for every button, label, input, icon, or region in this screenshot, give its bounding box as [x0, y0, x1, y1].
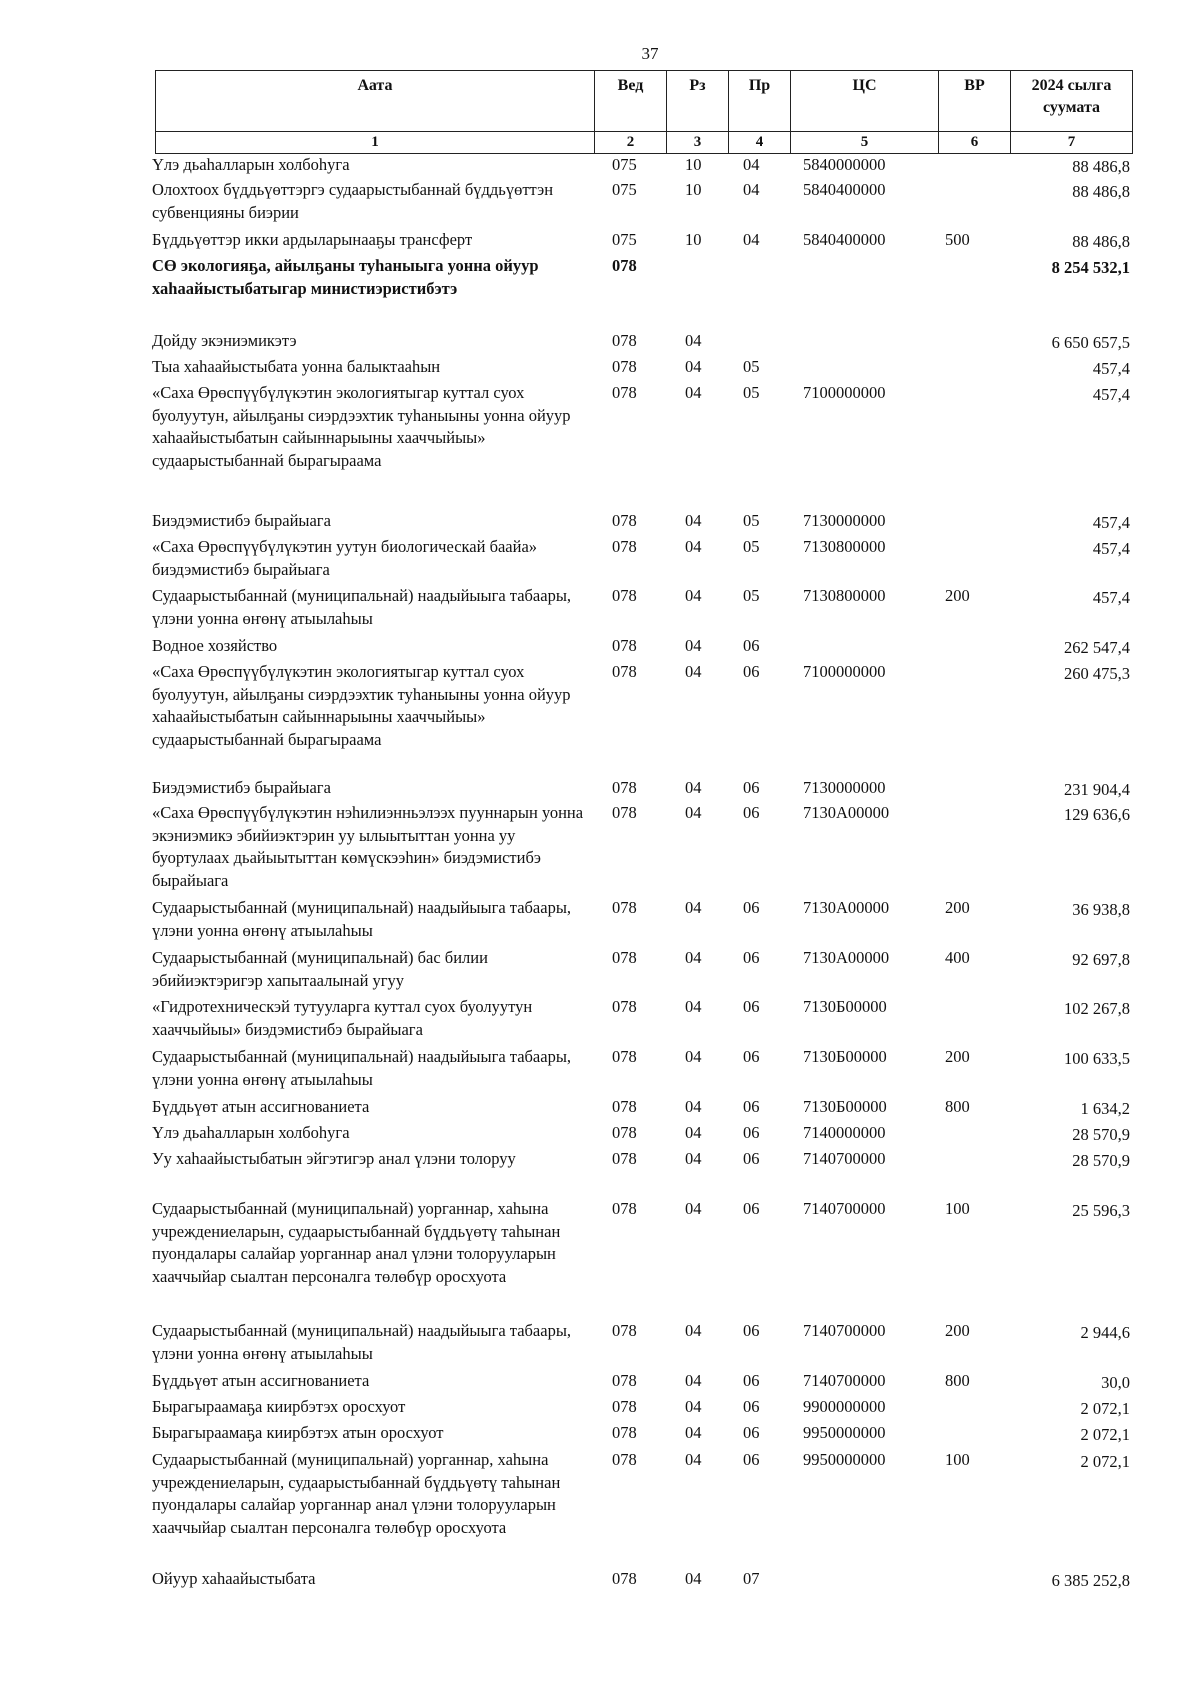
- row-rz: 04: [685, 636, 702, 655]
- row-rz: 04: [685, 586, 702, 605]
- row-vr: 400: [945, 948, 970, 967]
- row-rz: 10: [685, 230, 702, 249]
- header-cs: ЦС: [791, 70, 939, 132]
- row-name: Водное хозяйство: [152, 636, 278, 655]
- row-rz: 04: [685, 537, 702, 556]
- row-ved: 078: [612, 1321, 637, 1340]
- row-name: «Саха Өрөспүүбүлүкэтин нэһилиэнньэлээх пууннарын уонна экэниэмикэ эбийиэктэрин уу ылыытыттан уонна уу буортулаах дьайыытыттан көмүскээһин» биэдэмистибэ бырайыага: [152, 803, 584, 890]
- row-name: «Саха Өрөспүүбүлүкэтин экологиятыгар куттал суох буолуутун, айылҕаны сиэрдээхтик туһаныыны уонна ойуур хаһаайыстыбатын сайыннарыыны хааччыйыы» судаарыстыбаннай бырагыраама: [152, 662, 571, 749]
- row-cs: 7130Б00000: [803, 997, 887, 1016]
- row-vr: 800: [945, 1371, 970, 1390]
- row-sum: 88 486,8: [1072, 232, 1130, 251]
- row-cs: 7130Б00000: [803, 1047, 887, 1066]
- row-pr: 06: [743, 1149, 760, 1168]
- row-sum: 88 486,8: [1072, 157, 1130, 176]
- row-name: Судаарыстыбаннай (муниципальнай) наадыйыыга табаары, үлэни уонна өҥөнү атыылаһыы: [152, 1047, 572, 1089]
- row-rz: 04: [685, 331, 702, 350]
- row-cs: 7130А00000: [803, 948, 890, 967]
- row-vr: 800: [945, 1097, 970, 1116]
- row-pr: 06: [743, 1397, 760, 1416]
- row-name: Бүддьүөт атын ассигнованиета: [152, 1371, 370, 1390]
- table-header: [155, 70, 1133, 155]
- row-name: Бүддьүөт атын ассигнованиета: [152, 1097, 370, 1116]
- row-ved: 078: [612, 948, 637, 967]
- column-number: 4: [729, 132, 791, 154]
- row-ved: 078: [612, 636, 637, 655]
- row-rz: 04: [685, 1450, 702, 1469]
- row-cs: 9950000000: [803, 1423, 886, 1442]
- row-sum: 6 385 252,8: [1051, 1571, 1130, 1590]
- row-cs: 7100000000: [803, 662, 886, 681]
- row-ved: 078: [612, 997, 637, 1016]
- header-name: Аата: [155, 70, 595, 132]
- row-pr: 06: [743, 898, 760, 917]
- row-rz: 04: [685, 898, 702, 917]
- row-sum: 102 267,8: [1064, 999, 1130, 1018]
- row-ved: 078: [612, 357, 637, 376]
- row-name: Олохтоох бүддьүөттэргэ судаарыстыбаннай бүддьүөттэн субвенцияны биэрии: [152, 180, 554, 222]
- row-name: Судаарыстыбаннай (муниципальнай) наадыйыыга табаары, үлэни уонна өҥөнү атыылаһыы: [152, 586, 572, 628]
- row-ved: 078: [612, 1397, 637, 1416]
- row-pr: 06: [743, 1199, 760, 1218]
- header-ved: Вед: [595, 70, 667, 132]
- row-pr: 06: [743, 1047, 760, 1066]
- row-name: Бырагыраамаҕа киирбэтэх атын оросхуот: [152, 1423, 444, 1442]
- row-ved: 078: [612, 803, 637, 822]
- row-name: Үлэ дьаһалларын холбоһуга: [152, 1123, 350, 1142]
- row-cs: 5840400000: [803, 180, 886, 199]
- row-cs: 7130000000: [803, 778, 886, 797]
- row-rz: 04: [685, 1423, 702, 1442]
- row-sum: 457,4: [1092, 588, 1130, 607]
- row-pr: 06: [743, 1423, 760, 1442]
- row-ved: 078: [612, 1450, 637, 1469]
- row-sum: 92 697,8: [1072, 950, 1130, 969]
- row-rz: 04: [685, 778, 702, 797]
- row-rz: 04: [685, 1097, 702, 1116]
- row-rz: 04: [685, 1149, 702, 1168]
- row-pr: 06: [743, 778, 760, 797]
- row-ved: 078: [612, 511, 637, 530]
- row-pr: 07: [743, 1569, 760, 1588]
- row-sum: 8 254 532,1: [1051, 258, 1130, 277]
- header-rz: Рз: [667, 70, 729, 132]
- row-sum: 1 634,2: [1080, 1099, 1130, 1118]
- row-pr: 05: [743, 537, 760, 556]
- row-ved: 078: [612, 778, 637, 797]
- row-pr: 05: [743, 357, 760, 376]
- row-ved: 078: [612, 1371, 637, 1390]
- row-name: Судаарыстыбаннай (муниципальнай) бас билии эбийиэктэригэр хапытаалынай угуу: [152, 948, 488, 990]
- page-number: 37: [641, 44, 659, 63]
- row-sum: 129 636,6: [1064, 805, 1130, 824]
- header-vr: ВР: [939, 70, 1011, 132]
- row-name: Судаарыстыбаннай (муниципальнай) наадыйыыга табаары, үлэни уонна өҥөнү атыылаһыы: [152, 1321, 572, 1363]
- row-sum: 28 570,9: [1072, 1151, 1130, 1170]
- row-pr: 04: [743, 155, 760, 174]
- row-sum: 2 072,1: [1080, 1425, 1130, 1444]
- row-rz: 04: [685, 662, 702, 681]
- row-ved: 078: [612, 1097, 637, 1116]
- row-sum: 2 944,6: [1080, 1323, 1130, 1342]
- row-ved: 078: [612, 537, 637, 556]
- row-vr: 200: [945, 1047, 970, 1066]
- row-cs: 7130800000: [803, 537, 886, 556]
- row-ved: 078: [612, 1123, 637, 1142]
- row-name: «Саха Өрөспүүбүлүкэтин уутун биологическай баайа» биэдэмистибэ бырайыага: [152, 537, 538, 579]
- column-number: 7: [1011, 132, 1133, 154]
- row-cs: 7140700000: [803, 1371, 886, 1390]
- row-ved: 078: [612, 256, 637, 275]
- row-cs: 7140700000: [803, 1149, 886, 1168]
- row-rz: 04: [685, 1397, 702, 1416]
- row-name: Уу хаһаайыстыбатын эйгэтигэр анал үлэни толоруу: [152, 1149, 516, 1168]
- row-rz: 10: [685, 180, 702, 199]
- column-number: 1: [155, 132, 595, 154]
- row-name: Биэдэмистибэ бырайыага: [152, 511, 331, 530]
- row-rz: 04: [685, 511, 702, 530]
- row-cs: 7140700000: [803, 1321, 886, 1340]
- row-pr: 05: [743, 511, 760, 530]
- row-sum: 260 475,3: [1064, 664, 1130, 683]
- row-pr: 06: [743, 1123, 760, 1142]
- row-sum: 231 904,4: [1064, 780, 1130, 799]
- row-ved: 075: [612, 230, 637, 249]
- row-cs: 5840000000: [803, 155, 886, 174]
- row-cs: 7130А00000: [803, 803, 890, 822]
- row-sum: 457,4: [1092, 385, 1130, 404]
- row-vr: 100: [945, 1199, 970, 1218]
- column-number: 3: [667, 132, 729, 154]
- row-name: Биэдэмистибэ бырайыага: [152, 778, 331, 797]
- row-sum: 2 072,1: [1080, 1399, 1130, 1418]
- row-rz: 04: [685, 803, 702, 822]
- row-cs: 5840400000: [803, 230, 886, 249]
- row-rz: 04: [685, 1371, 702, 1390]
- row-sum: 30,0: [1101, 1373, 1130, 1392]
- row-name: СӨ экологияҕа, айылҕаны туһаныыга уонна ойуур хаһаайыстыбатыгар министиэристибэтэ: [152, 256, 539, 298]
- row-cs: 7130800000: [803, 586, 886, 605]
- row-rz: 04: [685, 1047, 702, 1066]
- row-cs: 7130Б00000: [803, 1097, 887, 1116]
- row-vr: 200: [945, 586, 970, 605]
- row-ved: 078: [612, 1423, 637, 1442]
- row-name: Бүддьүөттэр икки ардыларынааҕы трансферт: [152, 230, 473, 249]
- row-pr: 06: [743, 1097, 760, 1116]
- row-ved: 078: [612, 1047, 637, 1066]
- row-vr: 200: [945, 1321, 970, 1340]
- row-vr: 500: [945, 230, 970, 249]
- row-cs: 9900000000: [803, 1397, 886, 1416]
- row-ved: 078: [612, 383, 637, 402]
- row-sum: 2 072,1: [1080, 1452, 1130, 1471]
- row-ved: 078: [612, 662, 637, 681]
- row-pr: 05: [743, 383, 760, 402]
- row-name: Дойду экэниэмикэтэ: [152, 331, 297, 350]
- row-pr: 06: [743, 1371, 760, 1390]
- row-rz: 04: [685, 997, 702, 1016]
- row-sum: 457,4: [1092, 513, 1130, 532]
- row-pr: 06: [743, 636, 760, 655]
- row-sum: 25 596,3: [1072, 1201, 1130, 1220]
- row-cs: 7130000000: [803, 511, 886, 530]
- row-sum: 457,4: [1092, 359, 1130, 378]
- row-cs: 7100000000: [803, 383, 886, 402]
- row-rz: 04: [685, 1321, 702, 1340]
- row-rz: 04: [685, 948, 702, 967]
- row-pr: 06: [743, 1450, 760, 1469]
- row-sum: 457,4: [1092, 539, 1130, 558]
- row-sum: 28 570,9: [1072, 1125, 1130, 1144]
- row-vr: 100: [945, 1450, 970, 1469]
- header-pr: Пр: [729, 70, 791, 132]
- row-pr: 04: [743, 230, 760, 249]
- row-sum: 100 633,5: [1064, 1049, 1130, 1068]
- row-ved: 075: [612, 180, 637, 199]
- row-cs: 7140000000: [803, 1123, 886, 1142]
- row-pr: 06: [743, 948, 760, 967]
- column-number: 2: [595, 132, 667, 154]
- row-sum: 36 938,8: [1072, 900, 1130, 919]
- row-name: Судаарыстыбаннай (муниципальнай) уорганнар, хаһына учреждениеларын, судаарыстыбаннай бүддьүөтү таһынан пуондалары салайар уорганнар анал үлэни толорууларын хааччыйар сыалтан персоналга төлөбүр оросхуота: [152, 1450, 561, 1537]
- header-sum: 2024 сылга суумата: [1011, 70, 1133, 132]
- row-ved: 078: [612, 586, 637, 605]
- row-name: Ойуур хаһаайыстыбата: [152, 1569, 316, 1588]
- row-rz: 04: [685, 1199, 702, 1218]
- row-sum: 88 486,8: [1072, 182, 1130, 201]
- row-name: Тыа хаһаайыстыбата уонна балыктааһын: [152, 357, 441, 376]
- row-cs: 9950000000: [803, 1450, 886, 1469]
- row-name: «Саха Өрөспүүбүлүкэтин экологиятыгар куттал суох буолуутун, айылҕаны сиэрдээхтик туһаныыны уонна ойуур хаһаайыстыбатын сайыннарыыны хааччыйыы» судаарыстыбаннай бырагыраама: [152, 383, 571, 470]
- column-number: 5: [791, 132, 939, 154]
- row-pr: 06: [743, 662, 760, 681]
- row-pr: 05: [743, 586, 760, 605]
- row-sum: 262 547,4: [1064, 638, 1130, 657]
- column-number: 6: [939, 132, 1011, 154]
- row-pr: 06: [743, 997, 760, 1016]
- row-cs: 7130А00000: [803, 898, 890, 917]
- row-pr: 06: [743, 1321, 760, 1340]
- row-rz: 04: [685, 1123, 702, 1142]
- row-pr: 06: [743, 803, 760, 822]
- row-ved: 078: [612, 898, 637, 917]
- row-vr: 200: [945, 898, 970, 917]
- row-ved: 078: [612, 331, 637, 350]
- row-rz: 10: [685, 155, 702, 174]
- row-ved: 078: [612, 1569, 637, 1588]
- row-ved: 078: [612, 1149, 637, 1168]
- row-name: Бырагыраамаҕа киирбэтэх оросхуот: [152, 1397, 406, 1416]
- row-ved: 078: [612, 1199, 637, 1218]
- row-rz: 04: [685, 1569, 702, 1588]
- row-rz: 04: [685, 357, 702, 376]
- row-cs: 7140700000: [803, 1199, 886, 1218]
- row-name: «Гидротехническэй тутууларга куттал суох буолуутун хааччыйыы» биэдэмистибэ бырайыага: [152, 997, 533, 1039]
- row-rz: 04: [685, 383, 702, 402]
- row-name: Судаарыстыбаннай (муниципальнай) наадыйыыга табаары, үлэни уонна өҥөнү атыылаһыы: [152, 898, 572, 940]
- row-ved: 075: [612, 155, 637, 174]
- row-pr: 04: [743, 180, 760, 199]
- row-name: Үлэ дьаһалларын холбоһуга: [152, 155, 350, 174]
- row-name: Судаарыстыбаннай (муниципальнай) уорганнар, хаһына учреждениеларын, судаарыстыбаннай бүддьүөтү таһынан пуондалары салайар уорганнар анал үлэни толорууларын хааччыйар сыалтан персоналга төлөбүр оросхуота: [152, 1199, 561, 1286]
- row-sum: 6 650 657,5: [1051, 333, 1130, 352]
